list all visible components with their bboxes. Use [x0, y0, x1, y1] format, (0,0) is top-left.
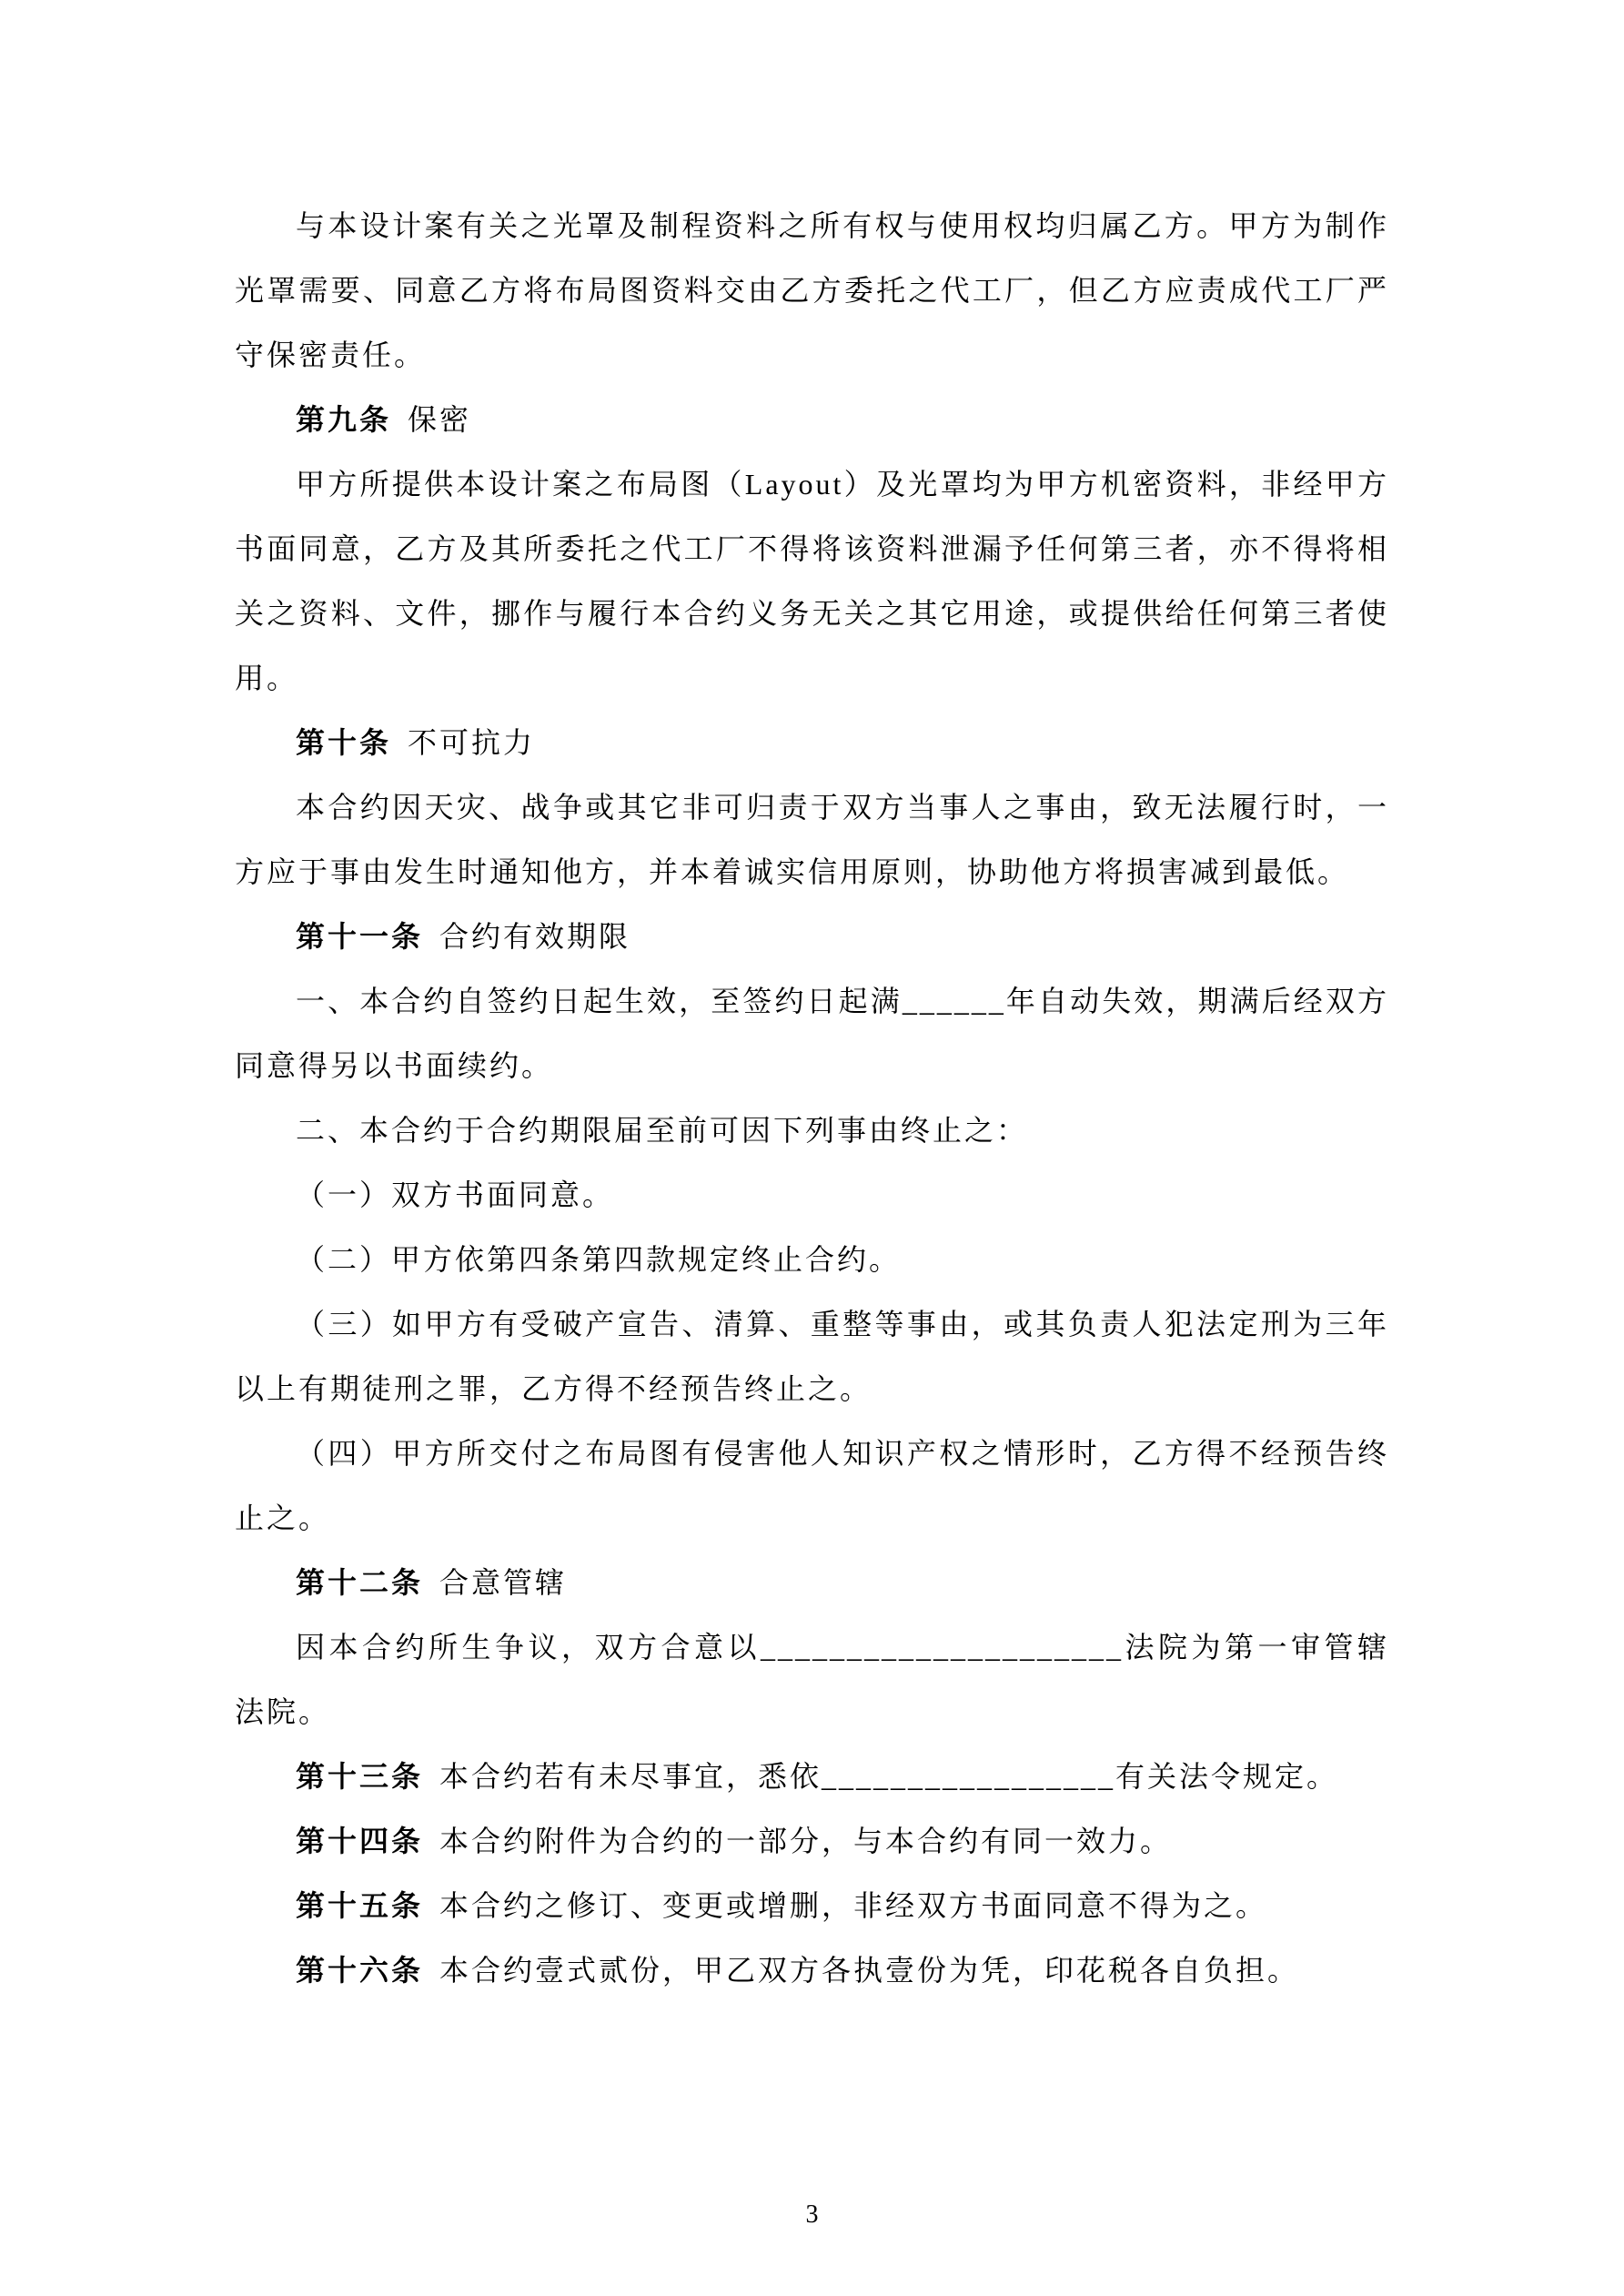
- clause-title: 不可抗力: [408, 726, 536, 759]
- clause-text: 本合约附件为合约的一部分，与本合约有同一效力。: [439, 1825, 1173, 1857]
- clause-title: 合约有效期限: [439, 920, 631, 953]
- clause-paragraph: [235, 775, 1389, 905]
- clause-number: 第十一条: [296, 920, 424, 953]
- paragraph-text: （四）甲方所交付之布局图有侵害他人知识产权之情形时，乙方得不经预告终止之。: [235, 1437, 1389, 1534]
- clause-paragraph: [235, 1098, 1389, 1163]
- page-number: 3: [805, 2200, 819, 2229]
- paragraph-text: （一）双方书面同意。: [296, 1178, 615, 1211]
- clause-text: 本合约若有未尽事宜，悉依_________________有关法令规定。: [439, 1760, 1339, 1793]
- clause-subitem: [235, 1228, 1389, 1292]
- clause-heading: [235, 711, 1389, 775]
- clause-number: 第十条: [296, 726, 392, 759]
- paragraph-text: 一、本合约自签约日起生效，至签约日起满______年自动失效，期满后经双方同意得另以书面续约。: [235, 985, 1389, 1082]
- clause-title: 保密: [408, 403, 472, 436]
- clause-title: 合意管辖: [439, 1566, 568, 1599]
- clause-inline: [235, 1745, 1389, 1809]
- clause-paragraph: [235, 1615, 1389, 1745]
- clause-number: 第九条: [296, 403, 392, 436]
- paragraph-text: 与本设计案有关之光罩及制程资料之所有权与使用权均归属乙方。甲方为制作光罩需要、同意乙方将布局图资料交由乙方委托之代工厂，但乙方应责成代工厂严守保密责任。: [235, 209, 1389, 371]
- clause-subitem: [235, 1421, 1389, 1551]
- clause-number: 第十五条: [296, 1889, 424, 1922]
- clause-inline: [235, 1874, 1389, 1938]
- clause-heading: [235, 388, 1389, 452]
- clause-paragraph: [235, 969, 1389, 1098]
- clause-text: 本合约壹式贰份，甲乙双方各执壹份为凭，印花税各自负担。: [439, 1954, 1300, 1987]
- clause-heading: [235, 905, 1389, 969]
- clause-paragraph: [235, 194, 1389, 388]
- paragraph-text: 本合约因天灾、战争或其它非可归责于双方当事人之事由，致无法履行时，一方应于事由发生时通知他方，并本着诚实信用原则，协助他方将损害减到最低。: [235, 791, 1389, 888]
- clause-heading: [235, 1551, 1389, 1615]
- clause-number: 第十三条: [296, 1760, 424, 1793]
- paragraph-text: 甲方所提供本设计案之布局图（Layout）及光罩均为甲方机密资料，非经甲方书面同意，乙方及其所委托之代工厂不得将该资料泄漏予任何第三者，亦不得将相关之资料、文件，挪作与履行本合约义务无关之其它用途，或提供给任何第三者使用。: [235, 468, 1389, 694]
- clause-number: 第十四条: [296, 1825, 424, 1857]
- clause-number: 第十二条: [296, 1566, 424, 1599]
- clause-inline: [235, 1938, 1389, 2003]
- paragraph-text: （二）甲方依第四条第四款规定终止合约。: [296, 1243, 902, 1276]
- clause-paragraph: [235, 452, 1389, 711]
- clause-subitem: [235, 1163, 1389, 1228]
- paragraph-text: （三）如甲方有受破产宣告、清算、重整等事由，或其负责人犯法定刑为三年以上有期徒刑之罪，乙方得不经预告终止之。: [235, 1308, 1389, 1405]
- clause-text: 本合约之修订、变更或增删，非经双方书面同意不得为之。: [439, 1889, 1268, 1922]
- paragraph-text: 因本合约所生争议，双方合意以_____________________法院为第一审管辖法院。: [235, 1631, 1389, 1728]
- paragraph-text: 二、本合约于合约期限届至前可因下列事由终止之：: [296, 1114, 1029, 1147]
- clause-number: 第十六条: [296, 1954, 424, 1987]
- clause-subitem: [235, 1292, 1389, 1421]
- clause-inline: [235, 1809, 1389, 1874]
